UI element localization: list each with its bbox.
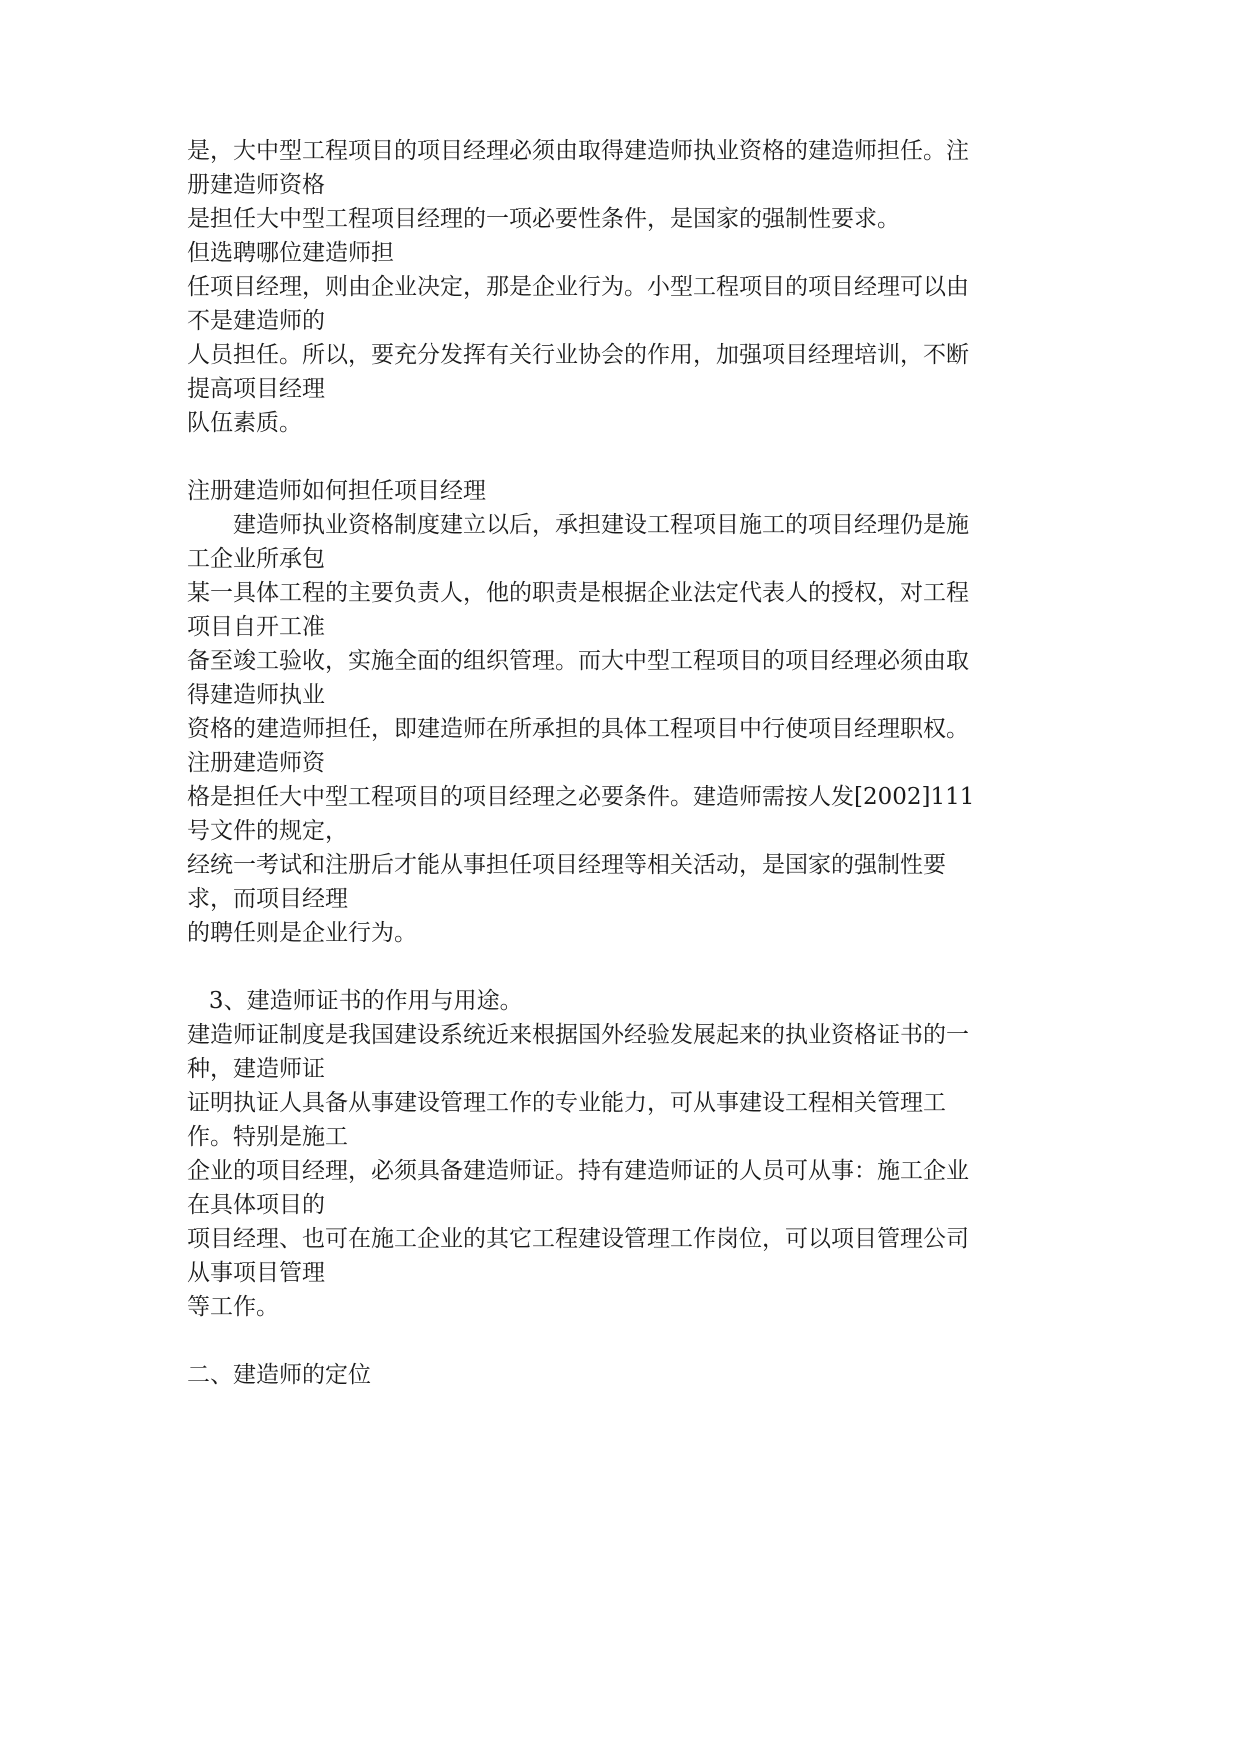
text-line: 是担任大中型工程项目经理的一项必要性条件，是国家的强制性要求。 xyxy=(187,206,900,232)
text-line: 等工作。 xyxy=(187,1294,279,1320)
text-line: 项目自开工准 xyxy=(187,614,325,640)
text-line: 某一具体工程的主要负责人，他的职责是根据企业法定代表人的授权，对工程 xyxy=(187,580,969,606)
text-line: 号文件的规定， xyxy=(187,818,348,844)
text-line: 在具体项目的 xyxy=(187,1192,325,1218)
text-line: 任项目经理，则由企业决定，那是企业行为。小型工程项目的项目经理可以由 xyxy=(187,274,969,300)
text-line: 资格的建造师担任，即建造师在所承担的具体工程项目中行使项目经理职权。 xyxy=(187,716,969,742)
text-line: 作。特别是施工 xyxy=(187,1124,348,1150)
text-line: 企业的项目经理，必须具备建造师证。持有建造师证的人员可从事：施工企业 xyxy=(187,1158,969,1184)
text-line: 项目经理、也可在施工企业的其它工程建设管理工作岗位，可以项目管理公司 xyxy=(187,1226,969,1252)
text-line: 不是建造师的 xyxy=(187,308,325,334)
text-line: 是，大中型工程项目的项目经理必须由取得建造师执业资格的建造师担任。注 xyxy=(187,138,969,164)
section-heading: 注册建造师如何担任项目经理 xyxy=(187,478,486,504)
text-line: 从事项目管理 xyxy=(187,1260,325,1286)
text-line: 经统一考试和注册后才能从事担任项目经理等相关活动，是国家的强制性要 xyxy=(187,852,946,878)
text-line: 证明执证人具备从事建设管理工作的专业能力，可从事建设工程相关管理工 xyxy=(187,1090,946,1116)
text-line: 队伍素质。 xyxy=(187,410,302,436)
text-line: 备至竣工验收，实施全面的组织管理。而大中型工程项目的项目经理必须由取 xyxy=(187,648,969,674)
text-line: 建造师执业资格制度建立以后，承担建设工程项目施工的项目经理仍是施 xyxy=(187,512,969,538)
text-line: 格是担任大中型工程项目的项目经理之必要条件。建造师需按人发[2002]111 xyxy=(187,784,975,810)
text-line: 种，建造师证 xyxy=(187,1056,325,1082)
text-line: 求，而项目经理 xyxy=(187,886,348,912)
text-line: 但选聘哪位建造师担 xyxy=(187,240,394,266)
section-heading: 二、建造师的定位 xyxy=(187,1362,371,1388)
text-line: 建造师证制度是我国建设系统近来根据国外经验发展起来的执业资格证书的一 xyxy=(187,1022,969,1048)
text-line: 提高项目经理 xyxy=(187,376,325,402)
text-line: 得建造师执业 xyxy=(187,682,325,708)
text-line: 册建造师资格 xyxy=(187,172,325,198)
section-heading: 3、建造师证书的作用与用途。 xyxy=(187,988,523,1014)
text-line: 工企业所承包 xyxy=(187,546,325,572)
text-line: 注册建造师资 xyxy=(187,750,325,776)
text-line: 的聘任则是企业行为。 xyxy=(187,920,417,946)
text-line: 人员担任。所以，要充分发挥有关行业协会的作用，加强项目经理培训，不断 xyxy=(187,342,969,368)
